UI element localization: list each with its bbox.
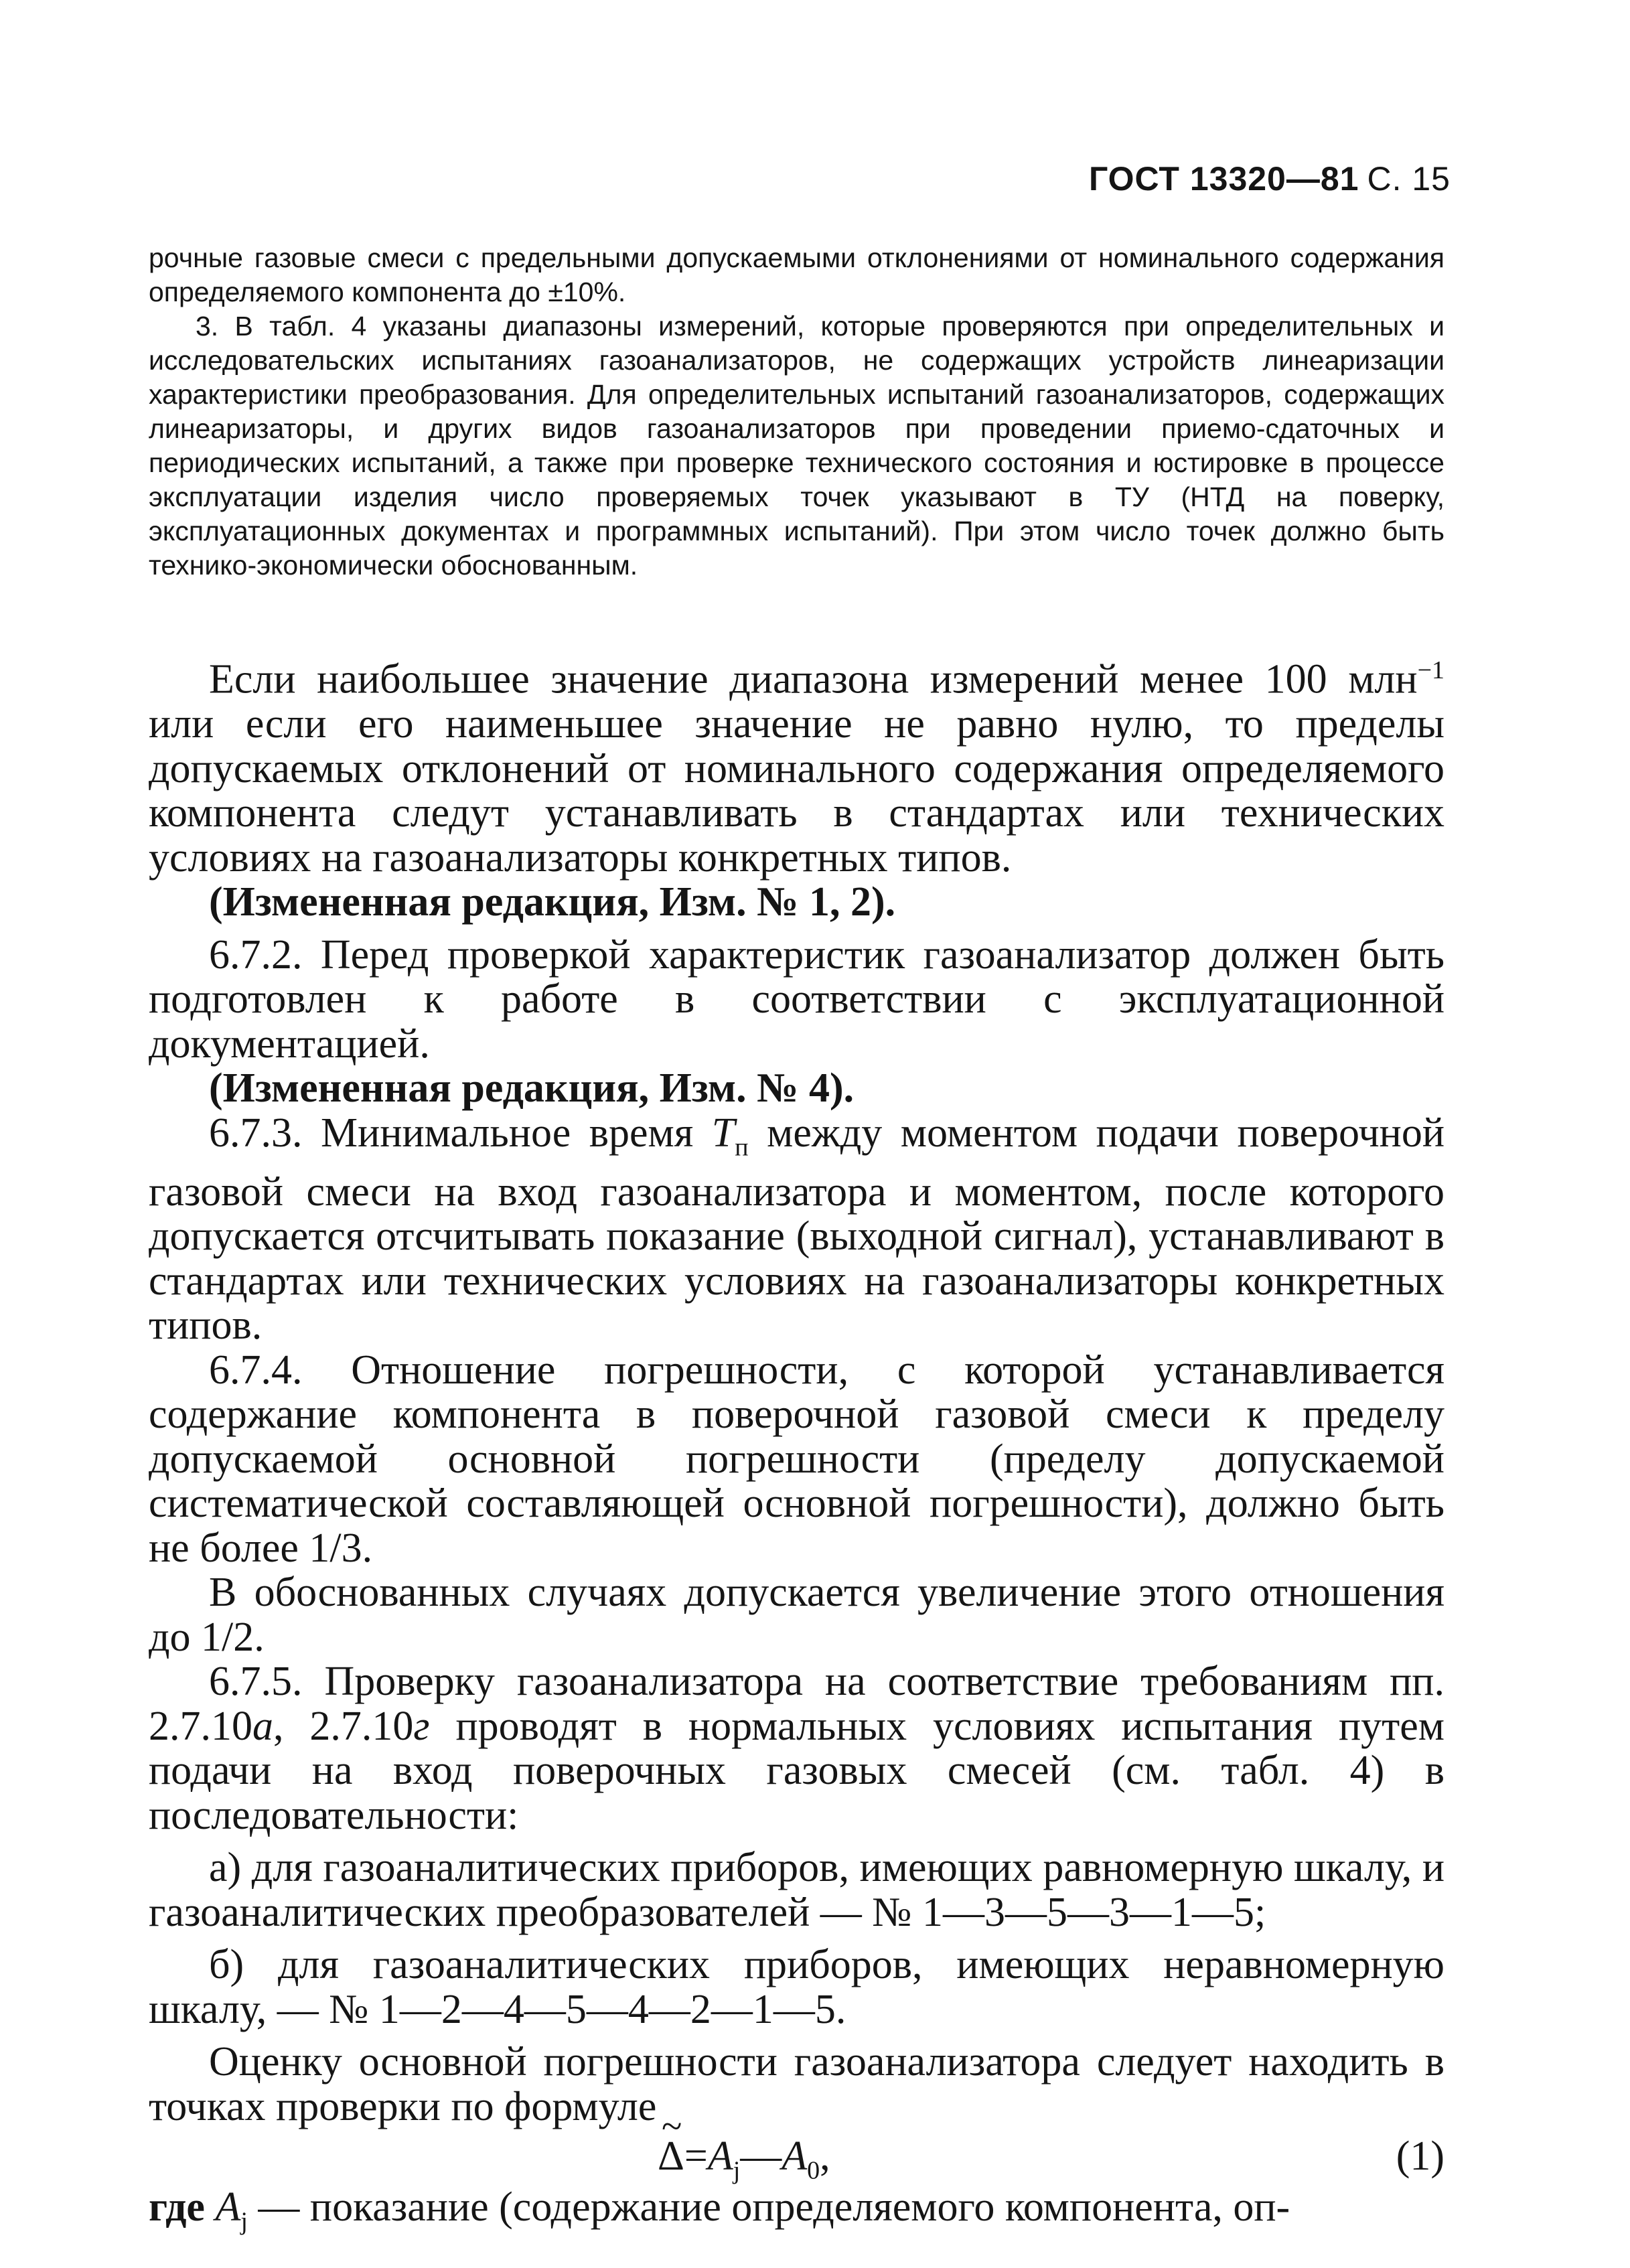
table-notes [149,241,1444,583]
superscript: −1 [1417,656,1444,684]
symbol-T: T [711,1110,735,1156]
paragraph-6-7-4-continued [149,1570,1444,1659]
italic-letter: а [252,1703,273,1749]
subscript: п [735,1133,749,1162]
formula-expression [658,2134,830,2193]
list-item-b: б) для газоаналитических приборов, имеющих неравномерную шкалу, — № 1—2—4—5—4—2—1—5. [149,1942,1444,2032]
formula-1 [149,2134,1444,2185]
minus-sign: — [740,2133,782,2180]
comma: , [820,2133,830,2180]
text-run: , 2.7.10 [273,1703,414,1749]
main-text [149,648,1444,2244]
text-run: или если его наименьшее значение не равно нулю, то пределы допускаемых отклонений от номинального содержания определяемого компонента следут устанавливать в стандартах или технических условиях на газоанализаторы конкретных типов. [149,701,1444,881]
paragraph-6-7-5 [149,1659,1444,1837]
paragraph-6-7-4 [149,1348,1444,1571]
text-run: 6.7.5. Проверку газоанализатора на соответствие требованиям пп. 2.7.10 [149,1659,1444,1749]
formula-number: (1) [1396,2133,1444,2180]
amendment-note-1: (Измененная редакция, Изм. № 1, 2). [209,879,896,925]
page-header [1089,159,1451,198]
text-run: . [254,1614,265,1660]
text-run: 6.7.3. Минимальное время [209,1110,712,1156]
text-run: Если наибольшее значение диапазона измерений менее 100 млн [209,656,1418,702]
note-3: 3. В табл. 4 указаны диапазоны измерений, которые проверяются при определительных и исследовательских испытаниях газоанализаторов, не содержащих устройств линеаризации характеристики преобразования. Для определительных испытаний газоанализаторов, содержащих линеаризаторы, и других видов газоанализаторов при проведении приемо-сдаточных и периодических испытаний, а также при проверке технического состояния и юстировке в процессе эксплуатации изделия число проверяемых точек указывают в ТУ (НТД на поверку, эксплуатационных документах и программных испытаний). При этом число точек должно быть технико-экономически обоснованным. [149,311,1444,581]
symbol-A0: A [782,2133,808,2180]
text-run: . [362,1525,373,1571]
text-run: проводят в нормальных условиях испытания путем подачи на вход поверочных газовых смесей (см. табл. 4) в последовательности: [149,1703,1444,1838]
text-run: 6.7.4. Отношение погрешности, с которой устанавливается содержание компонента в поверочной газовой смеси к пределу допускаемой основной погрешности (пределу допускаемой систематической составляющей основной погрешности), должно быть не более [149,1347,1444,1571]
paragraph-where [149,2185,1444,2244]
note-continuation: рочные газовые смеси с предельными допускаемыми отклонениями от номинального содержания определяемого компонента до ±10%. [149,242,1444,307]
where-word: где [149,2184,216,2231]
amendment-note-2: (Измененная редакция, Изм. № 4). [209,1065,855,1112]
document-number: ГОСТ 13320—81 [1088,160,1359,198]
paragraph-6-7-3 [149,1111,1444,1348]
paragraph-evaluation: Оценку основной погрешности газоанализатора следует находить в точках проверки по формуле [149,2039,1444,2129]
italic-letter: г [413,1703,430,1749]
list-item-a: а) для газоаналитических приборов, имеющих равномерную шкалу, и газоаналитических преобразователей — № 1—3—5—3—1—5; [149,1845,1444,1935]
text-run: — показание (содержание определяемого компонента, оп- [247,2184,1290,2231]
fraction: 1/3 [309,1525,362,1571]
subscript-j: j [240,2207,248,2236]
subscript-j: j [733,2156,741,2185]
symbol-A: A [707,2133,733,2180]
text-run: между моментом подачи поверочной газовой смеси на вход газоанализатора и моментом, после которого допускается отсчитывать показание (выходной сигнал), устанавливают в стандартах или технических условиях на газоанализаторы конкретных типов. [149,1110,1444,1349]
equals-sign: = [684,2133,708,2180]
fraction: 1/2 [201,1614,254,1660]
delta-symbol: ~ Δ [658,2134,684,2179]
paragraph-range-limits [149,648,1444,880]
symbol-A: A [215,2184,241,2231]
page-number: С. 15 [1367,160,1451,198]
text-run: В обоснованных случаях допускается увеличение этого отношения до [149,1570,1444,1660]
paragraph-6-7-2: 6.7.2. Перед проверкой характеристик газоанализатор должен быть подготовлен к работе в соответствии с эксплуатационной документацией. [149,931,1444,1067]
subscript-zero: 0 [807,2156,820,2185]
